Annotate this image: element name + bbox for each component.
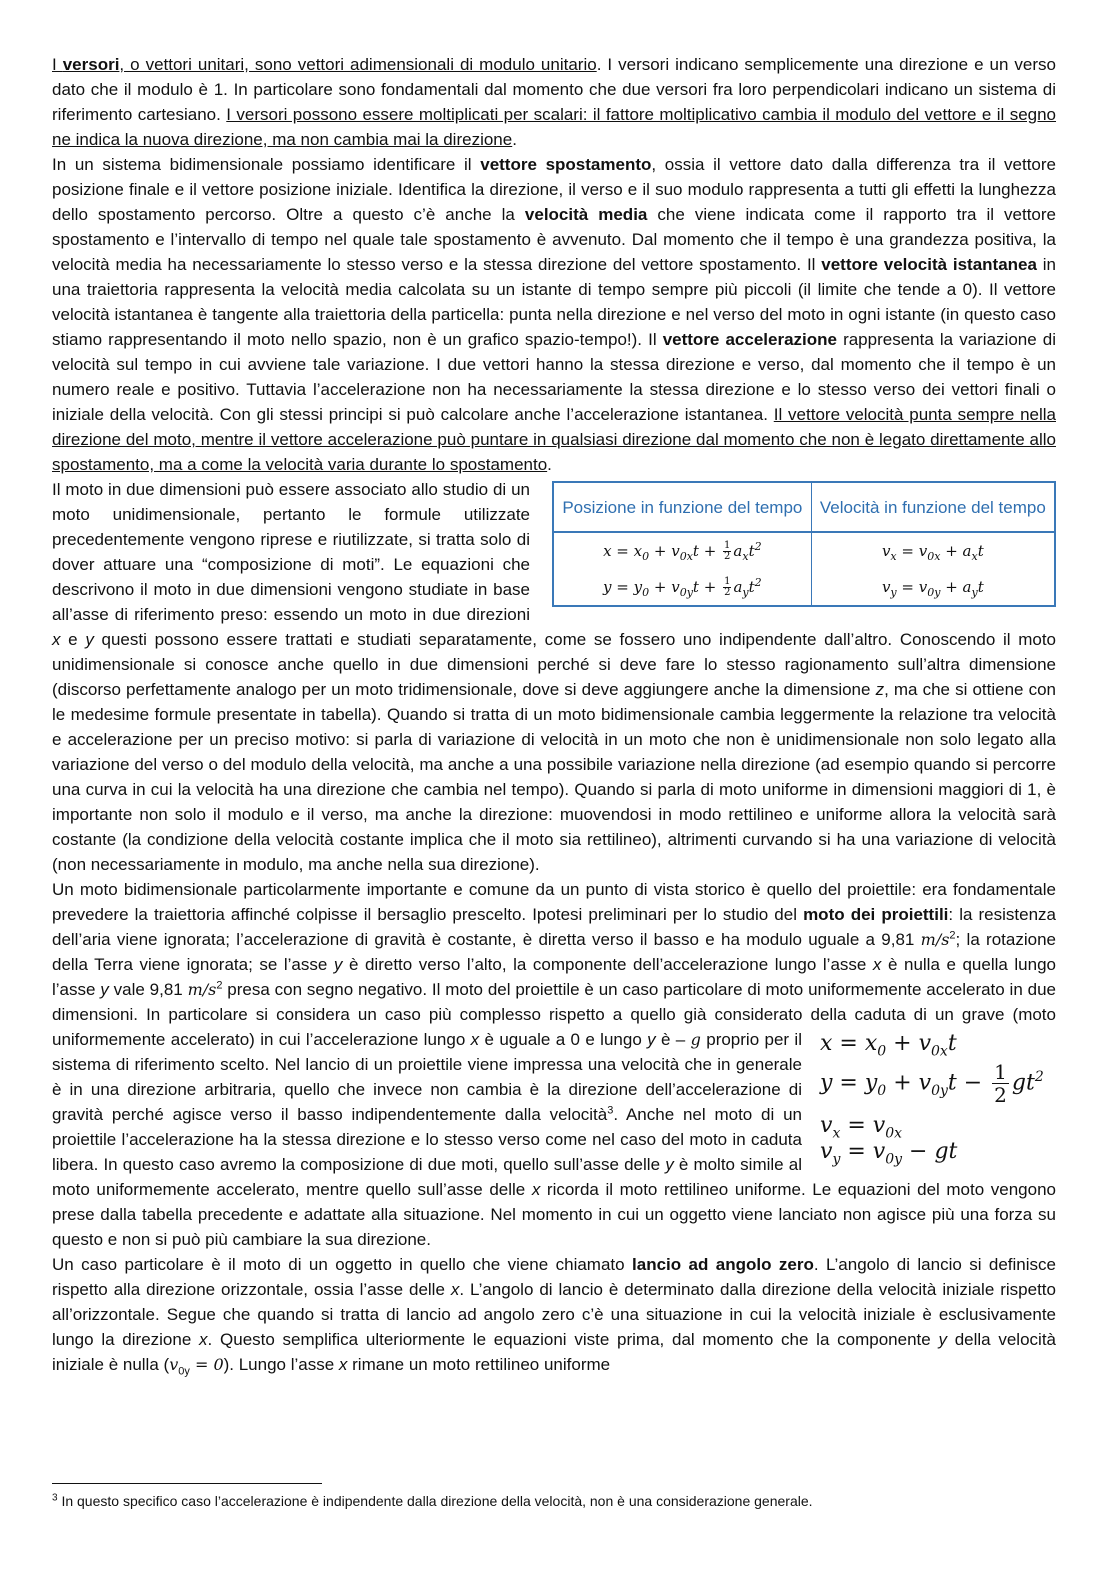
- italic-var: x: [872, 955, 882, 974]
- text: . I versori indicano semplicemente una direzione e un verso dato che il modulo è 1. In particolare sono fondamentali dal momento che due versori fra loro perpendicolari indicano un sistema di riferimento cartesiano.: [52, 55, 1056, 124]
- underlined-definition: [52, 55, 597, 74]
- italic-var: y: [85, 630, 94, 649]
- fraction-numerator: 1: [724, 576, 731, 587]
- text: proprio per il sistema di riferimento scelto. Nel lancio di un proiettile viene impressa una velocità che in generale è in una direzione arbitraria, quello che invece non cambia è la direzione dell’accelerazione di gravità perché agisce verso il basso indipendentemente dalla velocità: [52, 1030, 802, 1124]
- math-sub: 0y: [931, 1082, 948, 1099]
- table-header-velocity: Velocità in funzione del tempo: [811, 482, 1055, 532]
- text: è molto simile al moto uniformemente accelerato, mentre quello sull’asse delle: [52, 1155, 802, 1199]
- footnote-text: In questo specifico caso l’accelerazione è indipendente dalla direzione della velocità, non è una considerazione generale.: [57, 1493, 813, 1509]
- math-sub: 0y: [885, 1151, 903, 1168]
- text: che viene indicata come il rapporto tra il vettore spostamento e l’intervallo di tempo nel quale tale spostamento è avvenuto. Dal momento che il tempo è una grandezza positiva, la velocità media ha necessariamente lo stesso verso e la stessa direzione del vettore spostamento. Il: [52, 205, 1056, 274]
- math-sub: y: [971, 585, 978, 599]
- math-sub: 0: [877, 1043, 887, 1060]
- text: rimane un moto rettilineo uniforme: [347, 1355, 611, 1374]
- math-sub: x: [742, 549, 749, 563]
- math: + a: [940, 541, 972, 560]
- paragraph-angolo-zero: [52, 1252, 1056, 1377]
- paragraph-proiettile: [52, 877, 1056, 1252]
- underlined-sentence: I versori possono essere moltiplicati per scalari: il fattore moltiplicativo cambia il modulo del vettore e il segno ne indica la nuova direzione, ma non cambia mai la direzione: [52, 105, 1057, 149]
- text: della velocità iniziale è nulla (: [52, 1330, 1056, 1374]
- table-header-row: [553, 482, 1055, 532]
- text: è diretto verso l’alto, la componente dell’accelerazione lungo l’asse: [342, 955, 873, 974]
- text: rappresenta la variazione di velocità sul tempo in cui avviene tale variazione. I due vettori hanno la stessa direzione e verso, dal momento che il tempo è un numero reale e positivo. Tuttavia l’accelerazione non ha necessariamente la stessa direzione e lo stesso verso dei vettori finali o iniziale della velocità. Con gli stessi principi si può calcolare anche l’accelerazione istantanea.: [52, 330, 1056, 424]
- footnote: [52, 1491, 1056, 1511]
- math-sub: 0: [642, 585, 650, 599]
- fraction-denominator: 2: [724, 551, 731, 562]
- math: y = y: [603, 577, 643, 596]
- text: è nulla e quella lungo l’asse: [52, 955, 1056, 999]
- math: = v: [896, 541, 928, 560]
- math: v: [881, 577, 891, 596]
- bold-term: vettore velocità istantanea: [821, 255, 1037, 274]
- equations-table: [552, 481, 1056, 607]
- math: v: [169, 1355, 179, 1374]
- math-sub: y: [742, 585, 749, 599]
- bold-term: velocità media: [524, 205, 648, 224]
- italic-var: x: [470, 1030, 480, 1049]
- italic-var: x: [199, 1330, 208, 1349]
- bold-term: lancio ad angolo zero: [632, 1255, 814, 1274]
- math-unit: m/s: [187, 980, 217, 999]
- math: y = y: [820, 1070, 878, 1096]
- italic-var: y: [100, 980, 109, 999]
- text: .: [547, 455, 552, 474]
- math-sup: 2: [216, 979, 223, 992]
- text: questi possono essere trattati e studiati separatamente, come se fossero uno indipendente dall’altro. Conoscendo il moto unidimensionale si conosce anche quello in due dimensioni perché si deve fare lo stesso ragionamento sull’altra dimensione (discorso perfettamente analogo per un moto tridimensionale, dove si deve aggiungere anche la dimensione: [52, 630, 1056, 699]
- equation-x-velocity: [811, 532, 1055, 569]
- equation-y: [820, 1057, 1056, 1113]
- text: , ossia il vettore dato dalla differenza tra il vettore posizione finale e il vettore posizione iniziale. Identifica la direzione, il verso e il suo modulo rappresenta a tutti gli effetti la lunghezza dello spostamento percorso. Oltre a questo c’è anche la: [52, 155, 1057, 224]
- bold-term: versori: [62, 55, 120, 74]
- footnote-divider: [52, 1483, 322, 1484]
- math-sup: 2: [754, 539, 762, 553]
- text: .: [512, 130, 517, 149]
- italic-var: x: [531, 1180, 541, 1199]
- math-sub: 0x: [931, 1043, 948, 1060]
- text: . Anche nel moto di un proiettile l’accelerazione ha la stessa direzione e lo stesso verso come nel caso del moto in caduta libera. In questo caso avremo la composizione di due moti, quello sull’asse delle: [52, 1105, 803, 1174]
- equation-y-velocity: [811, 569, 1055, 606]
- math: t: [748, 541, 755, 560]
- math-sub: 0: [642, 549, 650, 563]
- fraction-denominator: 2: [994, 1083, 1007, 1107]
- italic-var: y: [647, 1030, 656, 1049]
- math-unit: m/s: [920, 930, 950, 949]
- text: è –: [655, 1030, 691, 1049]
- body-text: [52, 52, 1056, 1377]
- math-sub: 0y: [927, 585, 941, 599]
- underlined-sentence: Il vettore velocità punta sempre nella direzione del moto, mentre il vettore accelerazione può puntare in qualsiasi direzione dal momento che non è legato direttamente allo spostamento, ma a come la velocità varia durante lo spostamento: [52, 405, 1056, 474]
- text: ; la rotazione della Terra viene ignorata; se l’asse: [52, 930, 1056, 974]
- text: I: [52, 55, 63, 74]
- paragraph-versori: [52, 52, 1056, 152]
- italic-var: x: [450, 1280, 460, 1299]
- equation-x-position: [553, 532, 811, 569]
- text: in una traiettoria rappresenta la velocità media calcolata su un istante di tempo sempre più piccoli (il limite che tende a 0). Il vettore velocità istantanea è tangente alla traiettoria della particella: punta nella direzione e nel verso del moto in ogni istante (in questo caso stiamo rappresentando il moto nello spazio, non è un grafico spazio-tempo!). Il: [52, 255, 1056, 349]
- math-sub: x: [890, 549, 897, 563]
- equation-vx: [820, 1113, 1056, 1142]
- math-sup: 2: [949, 929, 956, 942]
- math-sub: x: [832, 1125, 841, 1142]
- fraction-numerator: 1: [994, 1060, 1007, 1084]
- projectile-equations: [820, 1031, 1056, 1168]
- math: = v: [896, 577, 928, 596]
- text: vale 9,81: [108, 980, 188, 999]
- text: Il moto in due dimensioni può essere associato allo studio di un moto unidimensionale, pertanto le formule utilizzate precedentemente vengono riprese e riutilizzate, si tratta solo di dover attuare una “composizione di moti”. Le equazioni che descrivono il moto in due dimensioni vengono studiate in base all’asse di riferimento preso: essendo un moto in due direzioni: [52, 480, 530, 624]
- table-row: [553, 569, 1055, 606]
- text: è uguale a 0 e lungo: [479, 1030, 648, 1049]
- text: : la resistenza dell’aria viene ignorata; l’accelerazione di gravità è costante, è diretta verso il basso e ha modulo uguale a 9,81: [52, 905, 1056, 949]
- italic-var: z: [875, 680, 885, 699]
- text: presa con segno negativo. Il moto del proiettile è un caso particolare di moto uniformemente accelerato in due dimensioni. In particolare si considera un caso più complesso rispetto a quello già considerato della caduta di un grave (moto uniformemente accelerato) in cui l’accelerazione lungo: [52, 980, 1056, 1049]
- footnote-number: 3: [52, 1492, 58, 1504]
- math: t −: [947, 1070, 990, 1096]
- fraction-denominator: 2: [724, 587, 731, 598]
- fraction-half: [723, 577, 731, 598]
- fraction-half: [723, 541, 731, 562]
- bold-term: vettore accelerazione: [662, 330, 837, 349]
- math: t: [947, 1031, 957, 1056]
- text: In un sistema bidimensionale possiamo identificare il: [52, 155, 481, 174]
- math: x = x: [603, 541, 643, 560]
- bold-term: vettore spostamento: [480, 155, 652, 174]
- math: = v: [840, 1113, 886, 1138]
- math-sub: 0x: [679, 549, 693, 563]
- math-sub: 0x: [885, 1125, 903, 1142]
- text: e: [60, 630, 86, 649]
- footnote-ref[interactable]: 3: [607, 1104, 614, 1117]
- math-sub: 0y: [679, 585, 693, 599]
- math: + v: [649, 541, 680, 560]
- table-header-position: Posizione in funzione del tempo: [553, 482, 811, 532]
- text: ). Lungo l’asse: [223, 1355, 339, 1374]
- equation-x: [820, 1031, 1056, 1060]
- math: t +: [692, 577, 722, 596]
- math-sup: 2: [754, 575, 762, 589]
- math-sup: 2: [1034, 1069, 1044, 1086]
- math-sub: 0y: [178, 1365, 190, 1378]
- fraction-numerator: 1: [724, 540, 731, 551]
- text: Un caso particolare è il moto di un oggetto in quello che viene chiamato: [52, 1255, 633, 1274]
- math: v: [881, 541, 891, 560]
- italic-var: x: [52, 630, 61, 649]
- math: t: [748, 577, 755, 596]
- math-sub: y: [890, 585, 897, 599]
- math-sub: 0: [877, 1082, 887, 1099]
- math: t: [977, 541, 984, 560]
- text: . Questo semplifica ulteriormente le equazioni viste prima, dal momento che la componente: [207, 1330, 939, 1349]
- math: = v: [840, 1139, 886, 1164]
- equation-vy: [820, 1139, 1056, 1168]
- math: v: [820, 1139, 833, 1164]
- math: v: [820, 1113, 833, 1138]
- math: x = x: [820, 1031, 878, 1056]
- text: , ma che si ottiene con le medesime formule presentate in tabella). Quando si tratta di un moto bidimensionale cambia leggermente la relazione tra velocità e accelerazione per un preciso motivo: si parla di variazione di velocità in un moto che non è unidimensionale non solo legato alla variazione del verso o del modulo della velocità, ma anche a una possibile variazione nella direzione (ad esempio quando si percorre una curva in cui la velocità ha una direzione che cambia nel tempo). Quando si parla di moto uniforme in dimensioni maggiori di 1, è importante non solo il modulo e il verso, ma anche la direzione: muovendosi in modo rettilineo e uniforme allora la velocità sarà costante (la condizione della velocità costante implica che il moto sia rettilineo), altrimenti curvando si ha una variazione di velocità (non necessariamente in modulo, ma anche nella sua direzione).: [52, 680, 1057, 874]
- math: + v: [886, 1031, 932, 1056]
- math: gt: [1011, 1070, 1035, 1096]
- math: = 0: [189, 1355, 224, 1374]
- math: + v: [649, 577, 680, 596]
- text: . L’angolo di lancio è determinato dalla direzione della velocità iniziale rispetto all’orizzontale. Segue che quando si tratta di lancio ad angolo zero c’è una situazione in cui la velocità iniziale è esclusivamente lungo la direzione: [52, 1280, 1056, 1349]
- bold-term: moto dei proiettili: [803, 905, 949, 924]
- math-sub: 0x: [927, 549, 941, 563]
- math-sub: y: [832, 1151, 841, 1168]
- math: + a: [940, 577, 972, 596]
- italic-var: g: [690, 1030, 701, 1049]
- paragraph-vettori: [52, 152, 1056, 477]
- math: − gt: [902, 1139, 958, 1164]
- italic-var: y: [665, 1155, 674, 1174]
- italic-var: y: [938, 1330, 947, 1349]
- italic-var: x: [338, 1355, 348, 1374]
- fraction-half: [992, 1061, 1009, 1106]
- math: a: [733, 577, 743, 596]
- text: ricorda il moto rettilineo uniforme. Le equazioni del moto vengono prese dalla tabella precedente e adattate alla situazione. Nel momento in cui un oggetto viene lanciato non agisce più una forza su questo e non si può più cambiare la sua direzione.: [52, 1180, 1056, 1249]
- math: a: [733, 541, 743, 560]
- math: t +: [692, 541, 722, 560]
- math: + v: [886, 1070, 932, 1096]
- table-row: [553, 532, 1055, 569]
- text: , o vettori unitari, sono vettori adimensionali di modulo unitario: [119, 55, 597, 74]
- italic-var: y: [333, 955, 343, 974]
- math-sub: x: [971, 549, 978, 563]
- equation-y-position: [553, 569, 811, 606]
- text: Un moto bidimensionale particolarmente importante e comune da un punto di vista storico è quello del proiettile: era fondamentale prevedere la traiettoria affinché colpisse il bersaglio prescelto. Ipotesi preliminari per lo studio del: [52, 880, 1056, 924]
- math: t: [977, 577, 984, 596]
- text: . L’angolo di lancio si definisce rispetto alla direzione orizzontale, ossia l’asse delle: [52, 1255, 1056, 1299]
